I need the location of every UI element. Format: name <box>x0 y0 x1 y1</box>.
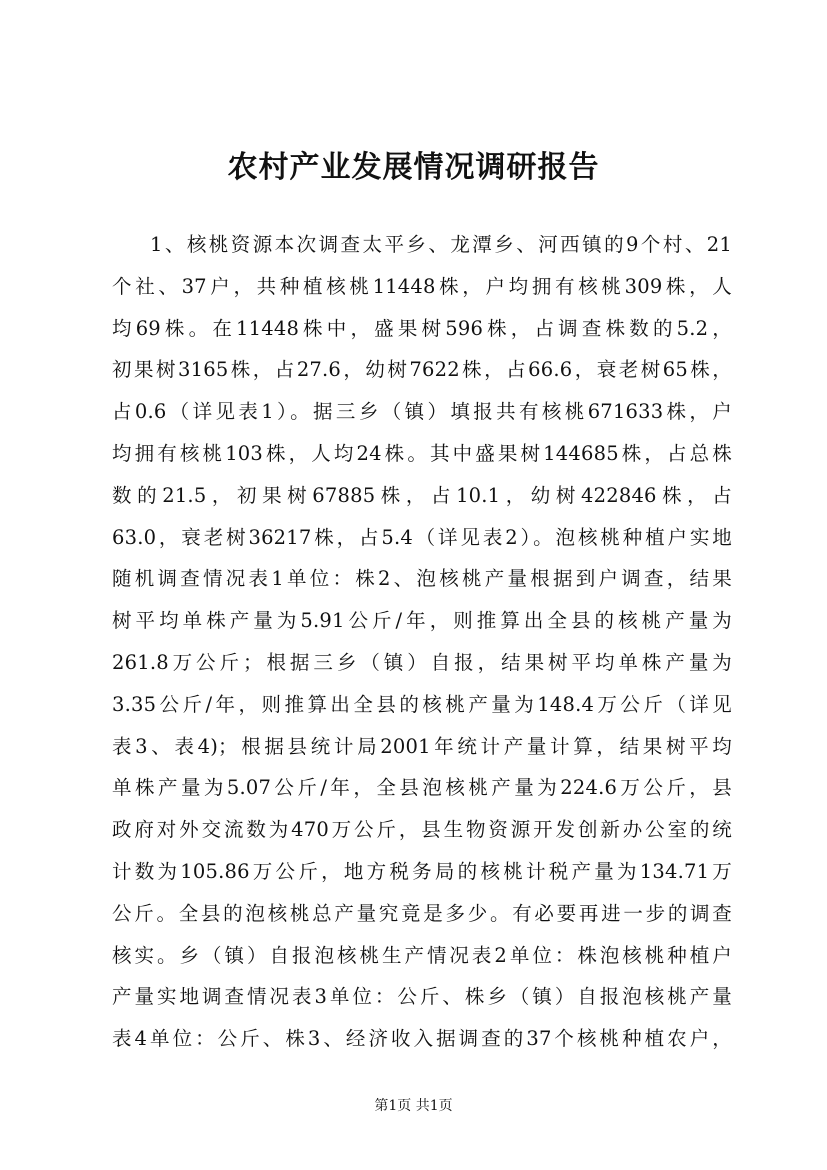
body-line: 核实。乡（镇）自报泡核桃生产情况表2单位：株泡核桃种植户 <box>112 943 732 967</box>
body-line: 产量实地调查情况表3单位：公斤、株乡（镇）自报泡核桃产量 <box>112 985 732 1009</box>
body-line: 均69株。在11448株中，盛果树596株，占调查株数的5.2， <box>112 316 732 340</box>
body-line: 63.0，衰老树36217株，占5.4（详见表2）。泡核桃种植户实地 <box>112 525 732 549</box>
document-title: 农村产业发展情况调研报告 <box>227 150 600 185</box>
page-number: 第1页 共1页 <box>374 1098 453 1114</box>
body-line: 政府对外交流数为470万公斤，县生物资源开发创新办公室的统 <box>112 818 732 842</box>
document-body <box>112 224 732 1060</box>
body-line: 个社、37户，共种植核桃11448株，户均拥有核桃309株，人 <box>112 274 732 298</box>
body-line: 表3、表4)；根据县统计局2001年统计产量计算，结果树平均 <box>112 734 732 758</box>
body-line: 初果树3165株，占27.6，幼树7622株，占66.6，衰老树65株， <box>112 358 732 382</box>
body-line: 1、核桃资源本次调查太平乡、龙潭乡、河西镇的9个村、21 <box>150 233 732 256</box>
body-line: 计数为105.86万公斤，地方税务局的核桃计税产量为134.71万 <box>112 859 732 883</box>
body-line: 数的21.5，初果树67885株，占10.1，幼树422846株，占 <box>112 483 732 507</box>
body-line: 随机调查情况表1单位：株2、泡核桃产量根据到户调查，结果 <box>112 567 732 591</box>
body-line: 树平均单株产量为5.91公斤/年，则推算出全县的核桃产量为 <box>112 609 732 633</box>
body-line: 占0.6（详见表1）。据三乡（镇）填报共有核桃671633株，户 <box>112 400 732 424</box>
body-line: 均拥有核桃103株，人均24株。其中盛果树144685株，占总株 <box>112 441 732 465</box>
body-line: 261.8万公斤；根据三乡（镇）自报，结果树平均单株产量为 <box>112 650 732 674</box>
body-line: 公斤。全县的泡核桃总产量究竟是多少。有必要再进一步的调查 <box>112 901 732 925</box>
body-line: 单株产量为5.07公斤/年，全县泡核桃产量为224.6万公斤，县 <box>112 776 732 800</box>
body-line: 3.35公斤/年，则推算出全县的核桃产量为148.4万公斤（详见 <box>112 692 732 716</box>
body-line: 表4单位：公斤、株3、经济收入据调查的37个核桃种植农户， <box>112 1027 732 1051</box>
